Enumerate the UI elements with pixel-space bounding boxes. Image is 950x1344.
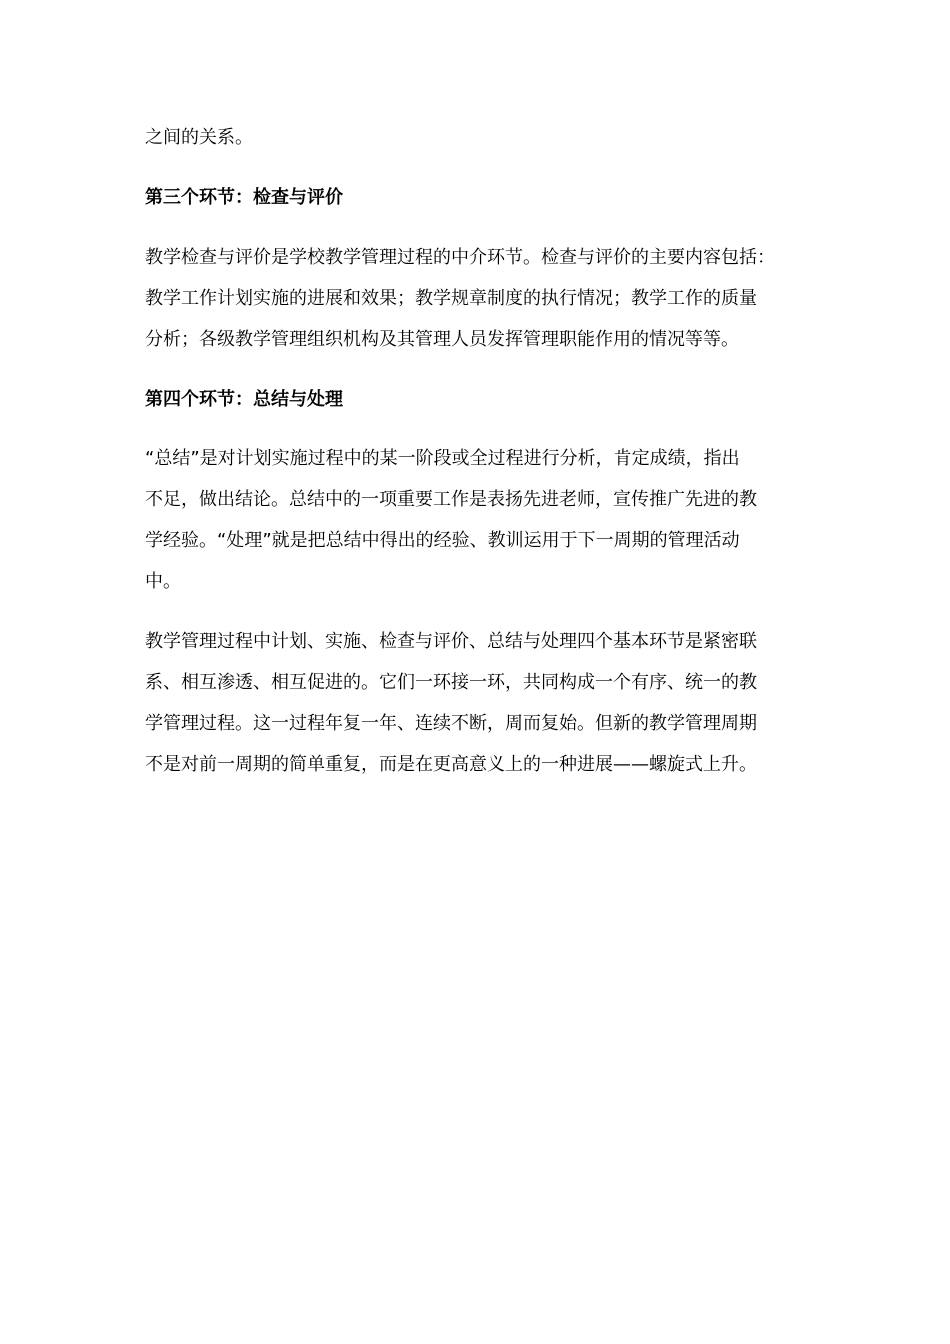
paragraph-summary: [145, 438, 825, 602]
section-heading-3: 第三个环节：检查与评价: [145, 187, 343, 208]
text-line: 教学检查与评价是学校教学管理过程的中介环节。检查与评价的主要内容包括：: [145, 247, 775, 268]
text-line: 学经验。“处理”就是把总结中得出的经验、教训运用于下一周期的管理活动: [145, 530, 740, 551]
text-line: 不是对前一周期的简单重复，而是在更高意义上的一种进展——螺旋式上升。: [145, 754, 757, 775]
section-heading-4: 第四个环节：总结与处理: [145, 389, 343, 410]
paragraph-inspection: [145, 237, 825, 360]
text-line: 中。: [145, 571, 181, 592]
text-line: “总结”是对计划实施过程中的某一阶段或全过程进行分析，肯定成绩，指出: [145, 448, 740, 469]
text-line: 教学工作计划实施的进展和效果；教学规章制度的执行情况；教学工作的质量: [145, 288, 757, 309]
text-line: 不足，做出结论。总结中的一项重要工作是表扬先进老师，宣传推广先进的教: [145, 489, 757, 510]
text-line: 分析；各级教学管理组织机构及其管理人员发挥管理职能作用的情况等等。: [145, 329, 739, 350]
text-line: 教学管理过程中计划、实施、检查与评价、总结与处理四个基本环节是紧密联: [145, 631, 757, 652]
text-line: 系、相互渗透、相互促进的。它们一环接一环，共同构成一个有序、统一的教: [145, 672, 757, 693]
text-line: 学管理过程。这一过程年复一年、连续不断，周而复始。但新的教学管理周期: [145, 713, 757, 734]
paragraph-conclusion: [145, 621, 825, 785]
paragraph-continuation: [145, 117, 825, 158]
text-line: 之间的关系。: [145, 127, 253, 148]
